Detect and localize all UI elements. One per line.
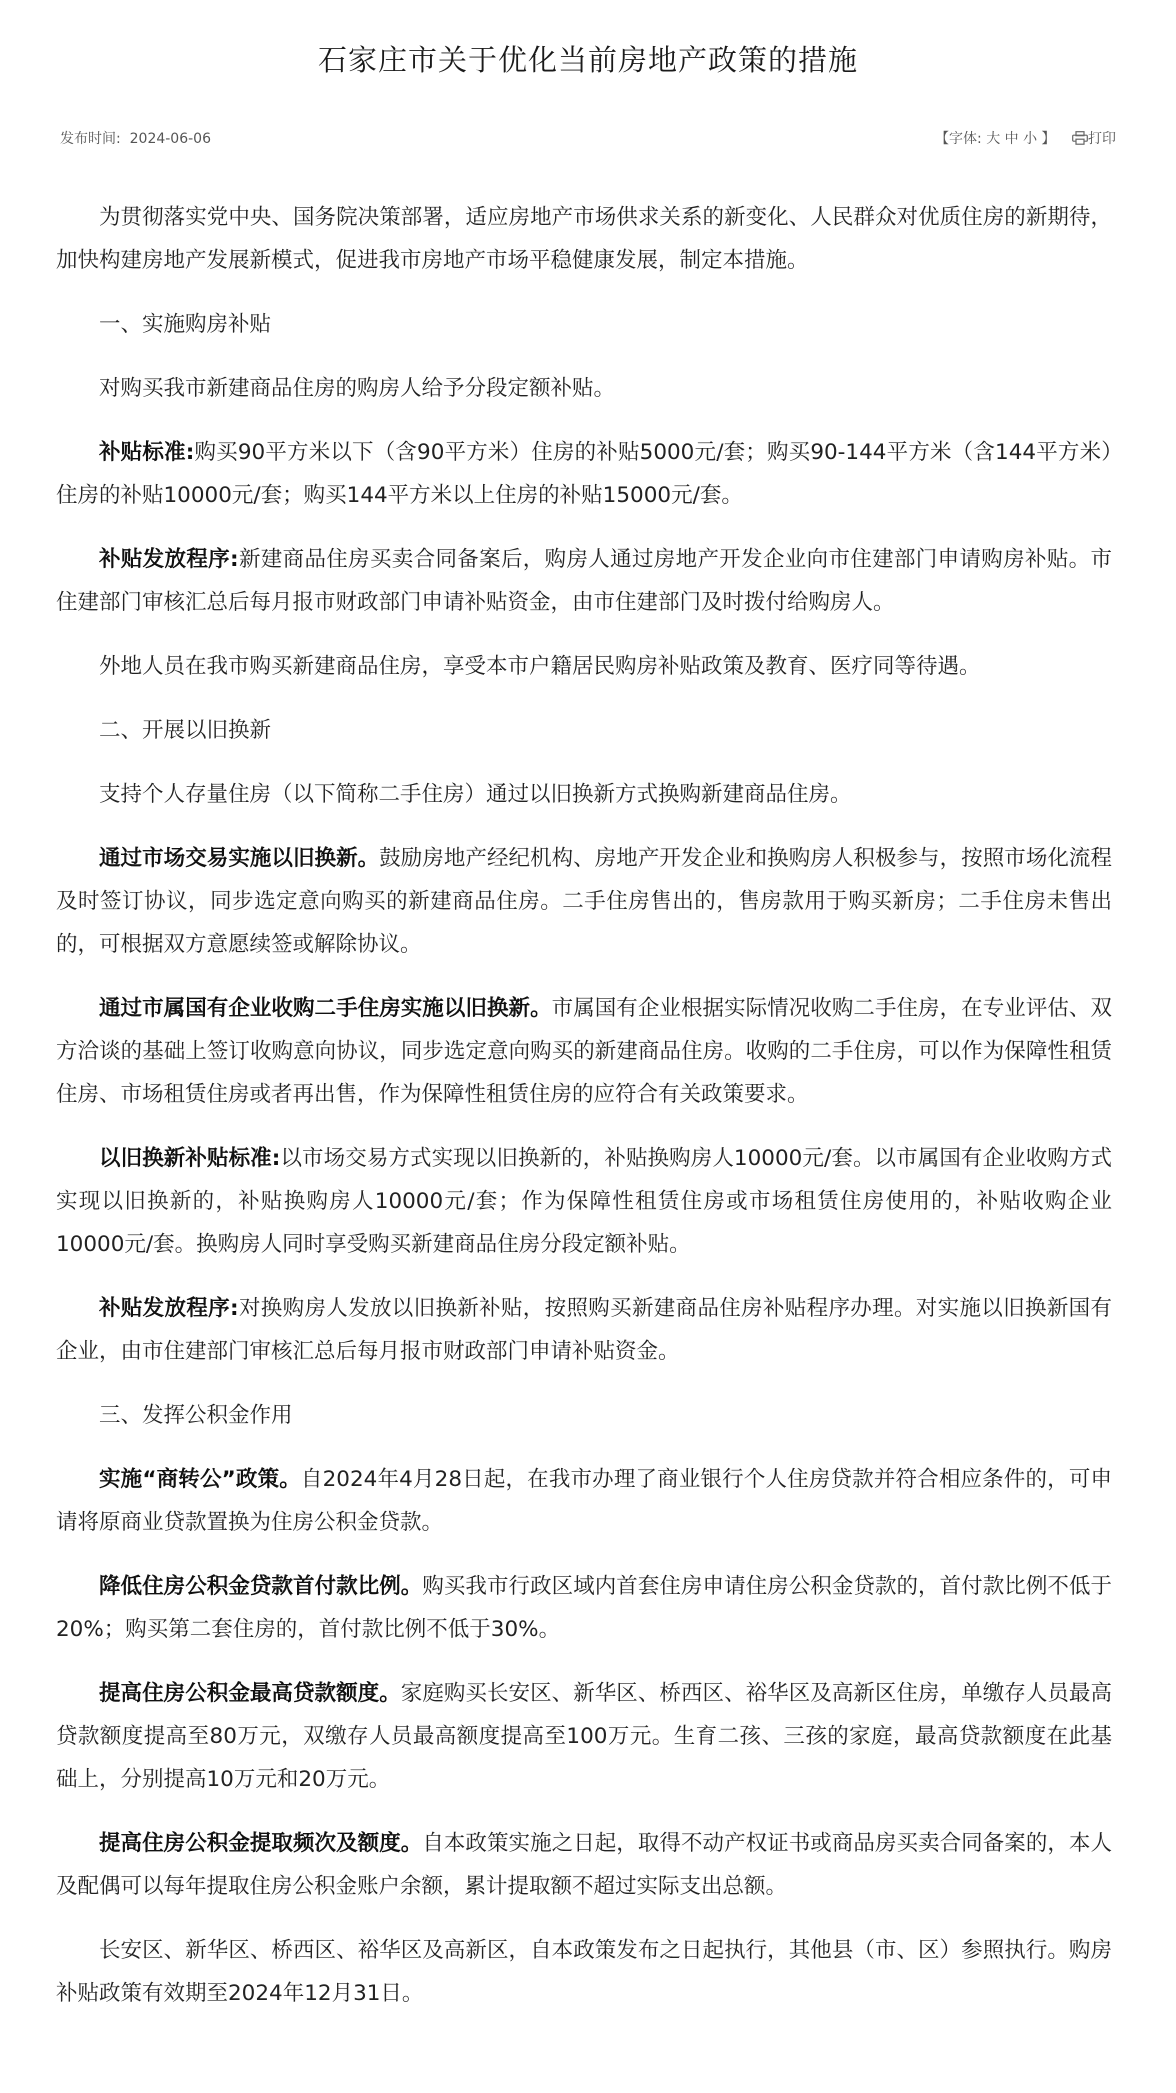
printer-icon (1072, 131, 1088, 145)
font-size-small-button[interactable]: 小 (1023, 131, 1038, 147)
section-heading: 三、发挥公积金作用 (99, 1403, 293, 1428)
paragraph: 外地人员在我市购买新建商品住房，享受本市户籍居民购房补贴政策及教育、医疗同等待遇。 (99, 654, 981, 679)
article-meta (60, 126, 1116, 150)
font-size-close: 】 (1041, 131, 1056, 147)
paragraph: 通过市场交易实施以旧换新。鼓励房地产经纪机构、房地产开发企业和换购房人积极参与，按照市场化流程及时签订协议，同步选定意向购买的新建商品住房。二手住房售出的，售房款用于购买新房；二手住房未售出的，可根据双方意愿续签或解除协议。 (56, 846, 1112, 957)
publish-date: 2024-06-06 (129, 131, 211, 147)
publish-info (60, 128, 211, 148)
paragraph: 通过市属国有企业收购二手住房实施以旧换新。市属国有企业根据实际情况收购二手住房，在专业评估、双方洽谈的基础上签订收购意向协议，同步选定意向购买的新建商品住房。收购的二手住房，可以作为保障性租赁住房、市场租赁住房或者再出售，作为保障性租赁住房的应符合有关政策要求。 (56, 996, 1112, 1107)
paragraph: 对购买我市新建商品住房的购房人给予分段定额补贴。 (99, 376, 616, 401)
section-heading: 二、开展以旧换新 (99, 718, 272, 743)
paragraph: 补贴标准:购买90平方米以下（含90平方米）住房的补贴5000元/套；购买90-144平方米（含144平方米）住房的补贴10000元/套；购买144平方米以上住房的补贴15000元/套。 (56, 440, 1112, 508)
paragraph: 提高住房公积金最高贷款额度。家庭购买长安区、新华区、桥西区、裕华区及高新区住房，单缴存人员最高贷款额度提高至80万元，双缴存人员最高额度提高至100万元。生育二孩、三孩的家庭，最高贷款额度在此基础上，分别提高10万元和20万元。 (56, 1681, 1112, 1792)
paragraph: 补贴发放程序:对换购房人发放以旧换新补贴，按照购买新建商品住房补贴程序办理。对实施以旧换新国有企业，由市住建部门审核汇总后每月报市财政部门申请补贴资金。 (56, 1296, 1112, 1364)
section-heading: 一、实施购房补贴 (99, 312, 272, 337)
paragraph: 以旧换新补贴标准:以市场交易方式实现以旧换新的，补贴换购房人10000元/套。以市属国有企业收购方式实现以旧换新的，补贴换购房人10000元/套；作为保障性租赁住房或市场租赁住房使用的，补贴收购企业10000元/套。换购房人同时享受购买新建商品住房分段定额补贴。 (56, 1146, 1112, 1257)
page-title: 石家庄市关于优化当前房地产政策的措施 (317, 43, 858, 77)
paragraph: 为贯彻落实党中央、国务院决策部署，适应房地产市场供求关系的新变化、人民群众对优质住房的新期待，加快构建房地产发展新模式，促进我市房地产市场平稳健康发展，制定本措施。 (56, 205, 1112, 273)
paragraph: 提高住房公积金提取频次及额度。自本政策实施之日起，取得不动产权证书或商品房买卖合同备案的，本人及配偶可以每年提取住房公积金账户余额，累计提取额不超过实际支出总额。 (56, 1831, 1112, 1899)
print-button[interactable] (1060, 131, 1116, 147)
publish-label: 发布时间: (60, 131, 121, 147)
print-label: 打印 (1088, 131, 1116, 147)
paragraph: 支持个人存量住房（以下简称二手住房）通过以旧换新方式换购新建商品住房。 (99, 782, 852, 807)
font-size-medium-button[interactable]: 中 (1004, 131, 1019, 147)
article-body (56, 196, 1112, 2036)
paragraph: 实施“商转公”政策。自2024年4月28日起，在我市办理了商业银行个人住房贷款并符合相应条件的，可申请将原商业贷款置换为住房公积金贷款。 (56, 1467, 1112, 1535)
paragraph: 降低住房公积金贷款首付款比例。购买我市行政区域内首套住房申请住房公积金贷款的，首付款比例不低于20%；购买第二套住房的，首付款比例不低于30%。 (56, 1574, 1112, 1642)
paragraph: 补贴发放程序:新建商品住房买卖合同备案后，购房人通过房地产开发企业向市住建部门申请购房补贴。市住建部门审核汇总后每月报市财政部门申请补贴资金，由市住建部门及时拨付给购房人。 (56, 547, 1112, 615)
font-size-open: 【字体: (935, 131, 982, 147)
article-tools (935, 128, 1116, 148)
paragraph: 长安区、新华区、桥西区、裕华区及高新区，自本政策发布之日起执行，其他县（市、区）参照执行。购房补贴政策有效期至2024年12月31日。 (56, 1938, 1112, 2006)
font-size-large-button[interactable]: 大 (986, 131, 1001, 147)
